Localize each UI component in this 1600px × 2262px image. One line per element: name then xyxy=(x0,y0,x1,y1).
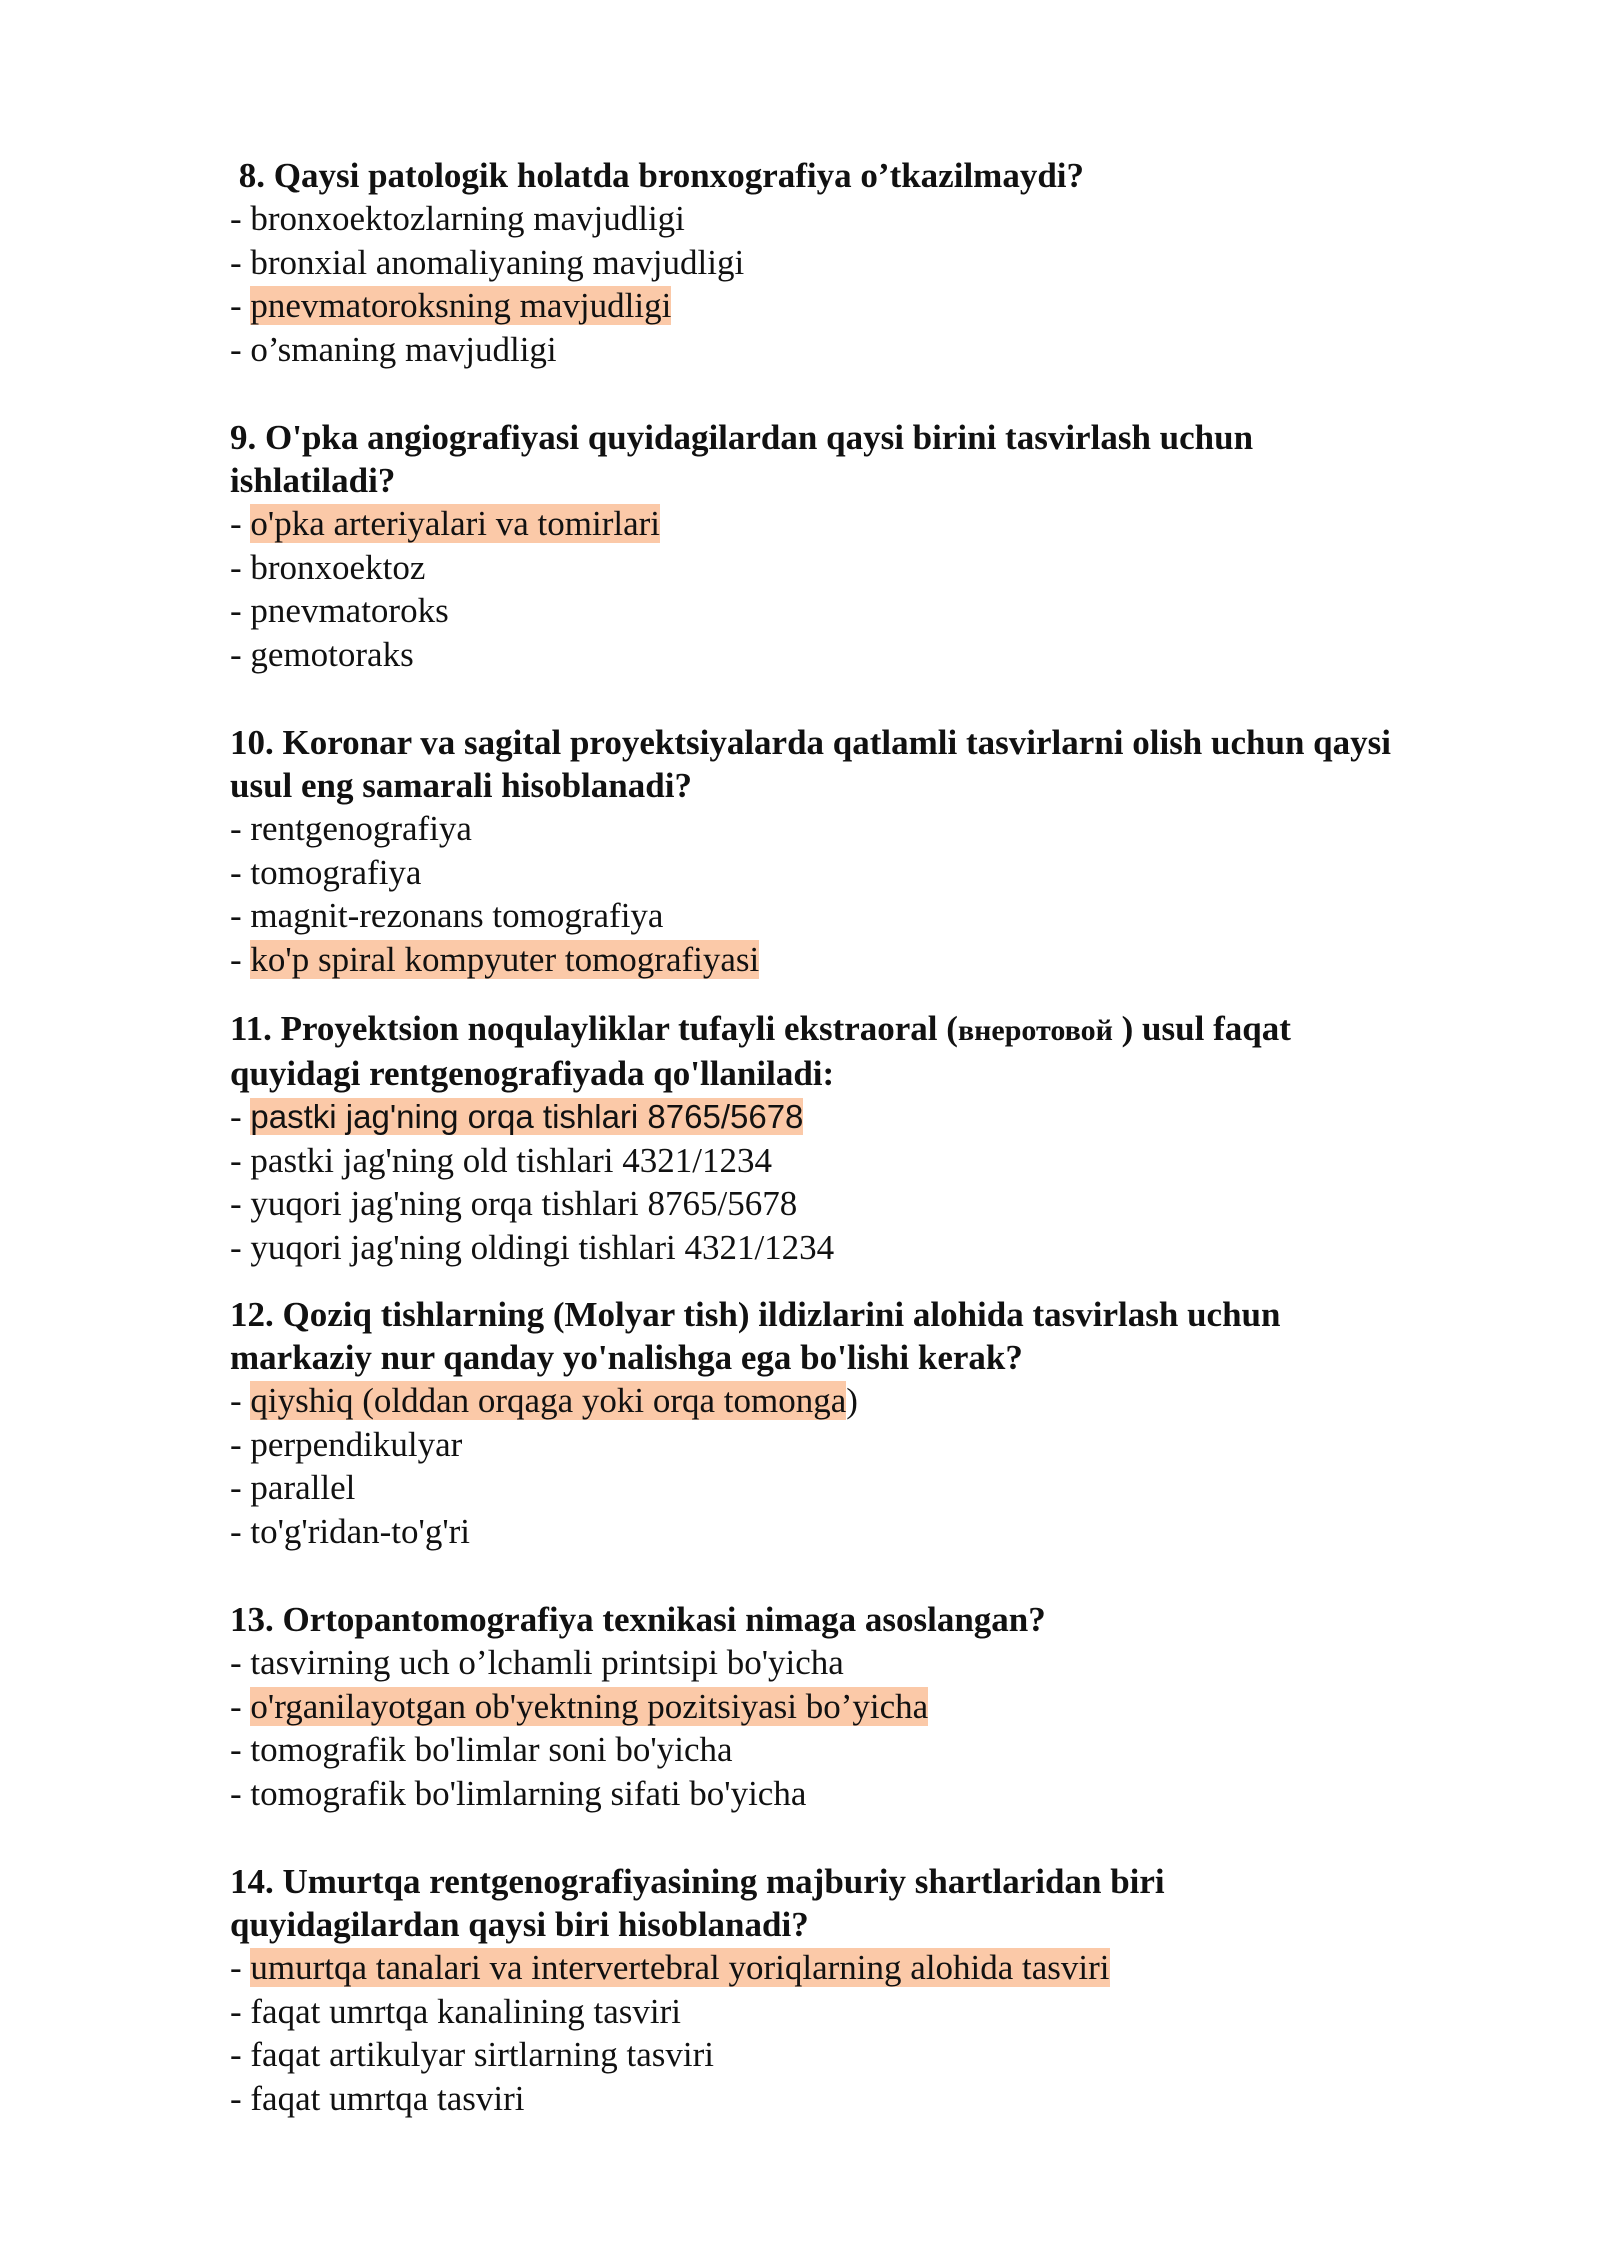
answer-option: - pnevmatoroks xyxy=(230,591,449,630)
answer-highlight: ko'p spiral kompyuter tomografiyasi xyxy=(250,939,760,979)
question-title: 10. Koronar va sagital proyektsiyalarda qatlamli tasvirlarni olish uchun qaysi usul eng samarali hisoblanadi? xyxy=(230,723,1391,805)
answer-option: - to'g'ridan-to'g'ri xyxy=(230,1511,471,1551)
answer-highlight: o'pka arteriyalari va tomirlari xyxy=(250,504,660,543)
question-title: 11. Proyektsion noqulayliklar tufayli ekstraoral (внеротовой ) usul faqat quyidagi rentgenografiyada qo'llaniladi: xyxy=(230,1009,1291,1093)
answer-option-correct: - ko'p spiral kompyuter tomografiyasi xyxy=(230,939,760,979)
answer-option-correct: - qiyshiq (olddan orqaga yoki orqa tomonga) xyxy=(230,1381,858,1420)
answer-option: - parallel xyxy=(230,1468,356,1507)
question-title: 14. Umurtqa rentgenografiyasining majburiy shartlaridan biri quyidagilardan qaysi biri hisoblanadi? xyxy=(230,1862,1165,1944)
answer-highlight: pastki jag'ning orqa tishlari 8765/5678 xyxy=(250,1098,804,1135)
question-10 xyxy=(230,721,1530,981)
answer-option: - faqat umrtqa tasviri xyxy=(230,2078,525,2118)
question-12 xyxy=(230,1293,1530,1553)
question-title: 8. Qaysi patologik holatda bronxografiya o’tkazilmaydi? xyxy=(230,156,1085,195)
question-title: 12. Qoziq tishlarning (Molyar tish) ildizlarini alohida tasvirlash uchun markaziy nur qanday yo'nalishga ega bo'lishi kerak? xyxy=(230,1295,1281,1377)
answer-option-correct: - o'rganilayotgan ob'yektning pozitsiyasi bo’yicha xyxy=(230,1686,929,1726)
answer-option: - yuqori jag'ning oldingi tishlari 4321/1234 xyxy=(230,1227,835,1267)
answer-option: - tomografiya xyxy=(230,852,422,892)
answer-option-correct: - umurtqa tanalari va intervertebral yoriqlarning alohida tasviri xyxy=(230,1948,1110,1987)
answer-option: - bronxoektozlarning mavjudligi xyxy=(230,199,685,238)
answer-highlight: o'rganilayotgan ob'yektning pozitsiyasi bo’yicha xyxy=(250,1686,929,1726)
answer-highlight: pnevmatoroksning mavjudligi xyxy=(250,286,672,325)
answer-option: - tomografik bo'limlar soni bo'yicha xyxy=(230,1730,733,1769)
answer-option: - tomografik bo'limlarning sifati bo'yicha xyxy=(230,1773,807,1813)
answer-option: - yuqori jag'ning orqa tishlari 8765/5678 xyxy=(230,1184,798,1223)
answer-option-correct: - o'pka arteriyalari va tomirlari xyxy=(230,504,660,543)
question-8 xyxy=(230,154,1530,371)
answer-option: - pastki jag'ning old tishlari 4321/1234 xyxy=(230,1140,772,1180)
answer-option: - perpendikulyar xyxy=(230,1424,463,1464)
answer-option: - faqat artikulyar sirtlarning tasviri xyxy=(230,2035,715,2074)
answer-option: - tasvirning uch o’lchamli printsipi bo'yicha xyxy=(230,1643,844,1682)
question-11 xyxy=(230,1007,1530,1269)
answer-option-correct: - pastki jag'ning orqa tishlari 8765/5678 xyxy=(230,1097,804,1136)
answer-highlight: umurtqa tanalari va intervertebral yoriqlarning alohida tasviri xyxy=(250,1948,1110,1987)
answer-option: - gemotoraks xyxy=(230,634,414,674)
answer-option-correct: - pnevmatoroksning mavjudligi xyxy=(230,286,672,325)
question-9 xyxy=(230,416,1530,676)
question-13 xyxy=(230,1598,1530,1815)
question-title: 13. Ortopantomografiya texnikasi nimaga asoslangan? xyxy=(230,1600,1046,1639)
question-14 xyxy=(230,1860,1530,2120)
answer-option: - bronxoektoz xyxy=(230,547,426,587)
question-title: 9. O'pka angiografiyasi quyidagilardan qaysi birini tasvirlash uchun ishlatiladi? xyxy=(230,418,1254,500)
answer-option: - bronxial anomaliyaning mavjudligi xyxy=(230,242,745,282)
answer-highlight: qiyshiq (olddan orqaga yoki orqa tomonga xyxy=(250,1381,847,1420)
answer-option: - magnit-rezonans tomografiya xyxy=(230,896,664,935)
answer-option: - rentgenografiya xyxy=(230,809,472,848)
answer-option: - o’smaning mavjudligi xyxy=(230,329,557,369)
answer-option: - faqat umrtqa kanalining tasviri xyxy=(230,1991,681,2031)
